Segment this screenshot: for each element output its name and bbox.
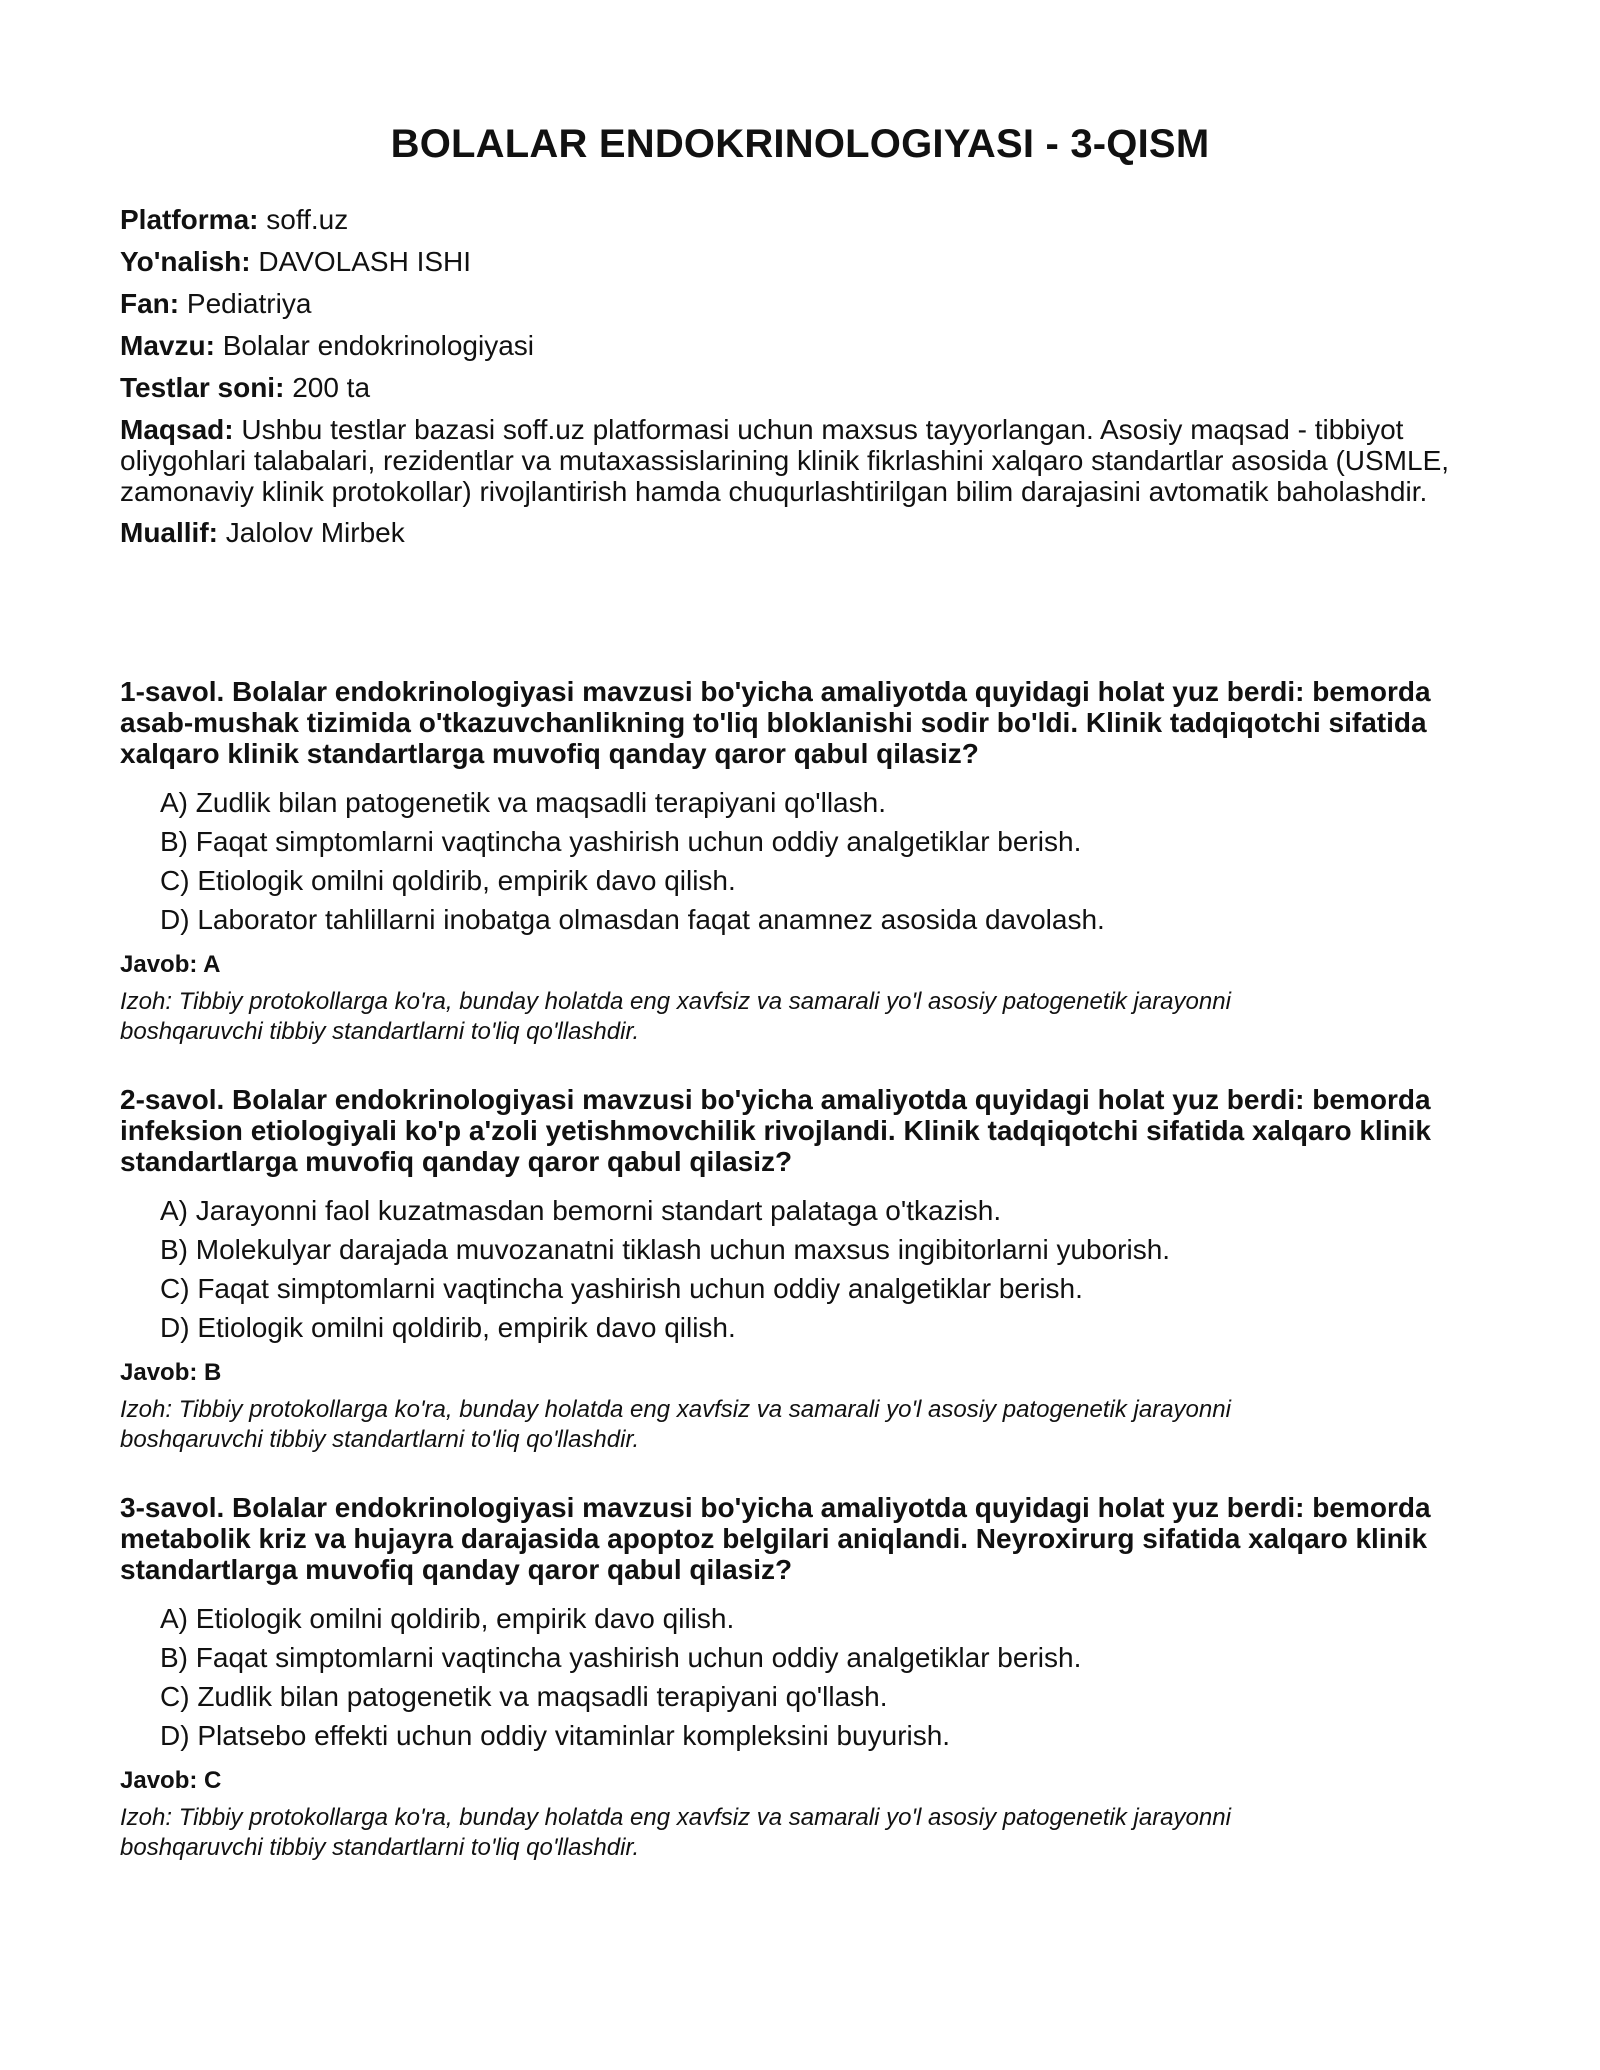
options-list xyxy=(120,783,1480,939)
answer-label: Javob: C xyxy=(120,1767,222,1794)
meta-goal xyxy=(120,414,1460,507)
meta-topic xyxy=(120,330,1460,362)
question-block xyxy=(120,1492,1480,1863)
answer-label: Javob: A xyxy=(120,951,221,978)
meta-label: Maqsad: xyxy=(120,414,234,445)
meta-direction xyxy=(120,246,1460,278)
meta-label: Fan: xyxy=(120,288,180,319)
option-c: C) Zudlik bilan patogenetik va maqsadli terapiyani qo'llash. xyxy=(160,1681,888,1712)
explanation-text: Izoh: Tibbiy protokollarga ko'ra, bunday holatda eng xavfsiz va samarali yo'l asosiy patogenetik jarayonni boshqaruvchi tibbiy standartlarni to'liq qo'llashdir. xyxy=(120,988,1231,1045)
question-block xyxy=(120,1084,1480,1455)
meta-value: Jalolov Mirbek xyxy=(225,517,405,548)
metadata-block xyxy=(120,204,1460,559)
meta-label: Testlar soni: xyxy=(120,372,285,403)
meta-test-count xyxy=(120,372,1460,404)
answer-label: Javob: B xyxy=(120,1359,222,1386)
options-list xyxy=(120,1599,1480,1755)
option-a: A) Zudlik bilan patogenetik va maqsadli terapiyani qo'llash. xyxy=(160,787,886,818)
meta-value: Ushbu testlar bazasi soff.uz platformasi uchun maxsus tayyorlangan. Asosiy maqsad - tibbiyot oliygohlari talabalari, rezidentlar va mutaxassislarining klinik fikrlashini xalqaro standartlar asosida (USMLE, zamonaviy klinik protokollar) rivojlantirish hamda chuqurlashtirilgan bilim darajasini avtomatik baholashdir. xyxy=(120,414,1450,507)
option-b: B) Molekulyar darajada muvozanatni tiklash uchun maxsus ingibitorlarni yuborish. xyxy=(160,1234,1171,1265)
meta-value: 200 ta xyxy=(292,372,371,403)
meta-platform xyxy=(120,204,1460,236)
meta-subject xyxy=(120,288,1460,320)
document-title: BOLALAR ENDOKRINOLOGIYASI - 3-QISM xyxy=(390,122,1210,166)
meta-value: soff.uz xyxy=(266,204,349,235)
option-c: C) Etiologik omilni qoldirib, empirik davo qilish. xyxy=(160,865,736,896)
option-d: D) Etiologik omilni qoldirib, empirik davo qilish. xyxy=(160,1312,736,1343)
option-a: A) Jarayonni faol kuzatmasdan bemorni standart palataga o'tkazish. xyxy=(160,1195,1002,1226)
option-d: D) Laborator tahlillarni inobatga olmasdan faqat anamnez asosida davolash. xyxy=(160,904,1105,935)
options-list xyxy=(120,1191,1480,1347)
option-c: C) Faqat simptomlarni vaqtincha yashirish uchun oddiy analgetiklar berish. xyxy=(160,1273,1083,1304)
question-text: 1-savol. Bolalar endokrinologiyasi mavzusi bo'yicha amaliyotda quyidagi holat yuz berdi: bemorda asab-mushak tizimida o'tkazuvchanlikning to'liq bloklanishi sodir bo'ldi. Klinik tadqiqotchi sifatida xalqaro klinik standartlarga muvofiq qanday qaror qabul qilasiz? xyxy=(120,676,1431,769)
explanation-text: Izoh: Tibbiy protokollarga ko'ra, bunday holatda eng xavfsiz va samarali yo'l asosiy patogenetik jarayonni boshqaruvchi tibbiy standartlarni to'liq qo'llashdir. xyxy=(120,1804,1231,1861)
explanation-text: Izoh: Tibbiy protokollarga ko'ra, bunday holatda eng xavfsiz va samarali yo'l asosiy patogenetik jarayonni boshqaruvchi tibbiy standartlarni to'liq qo'llashdir. xyxy=(120,1396,1231,1453)
question-text: 2-savol. Bolalar endokrinologiyasi mavzusi bo'yicha amaliyotda quyidagi holat yuz berdi: bemorda infeksion etiologiyali ko'p a'zoli yetishmovchilik rivojlandi. Klinik tadqiqotchi sifatida xalqaro klinik standartlarga muvofiq qanday qaror qabul qilasiz? xyxy=(120,1084,1431,1177)
option-d: D) Platsebo effekti uchun oddiy vitaminlar kompleksini buyurish. xyxy=(160,1720,951,1751)
option-b: B) Faqat simptomlarni vaqtincha yashirish uchun oddiy analgetiklar berish. xyxy=(160,826,1082,857)
meta-value: Bolalar endokrinologiyasi xyxy=(222,330,534,361)
meta-label: Platforma: xyxy=(120,204,259,235)
meta-label: Muallif: xyxy=(120,517,218,548)
option-a: A) Etiologik omilni qoldirib, empirik davo qilish. xyxy=(160,1603,735,1634)
question-text: 3-savol. Bolalar endokrinologiyasi mavzusi bo'yicha amaliyotda quyidagi holat yuz berdi: bemorda metabolik kriz va hujayra darajasida apoptoz belgilari aniqlandi. Neyroxirurg sifatida xalqaro klinik standartlarga muvofiq qanday qaror qabul qilasiz? xyxy=(120,1492,1431,1585)
option-b: B) Faqat simptomlarni vaqtincha yashirish uchun oddiy analgetiklar berish. xyxy=(160,1642,1082,1673)
meta-label: Yo'nalish: xyxy=(120,246,251,277)
meta-value: DAVOLASH ISHI xyxy=(258,246,472,277)
question-block xyxy=(120,676,1480,1047)
meta-author xyxy=(120,517,1460,549)
meta-label: Mavzu: xyxy=(120,330,215,361)
meta-value: Pediatriya xyxy=(186,288,312,319)
